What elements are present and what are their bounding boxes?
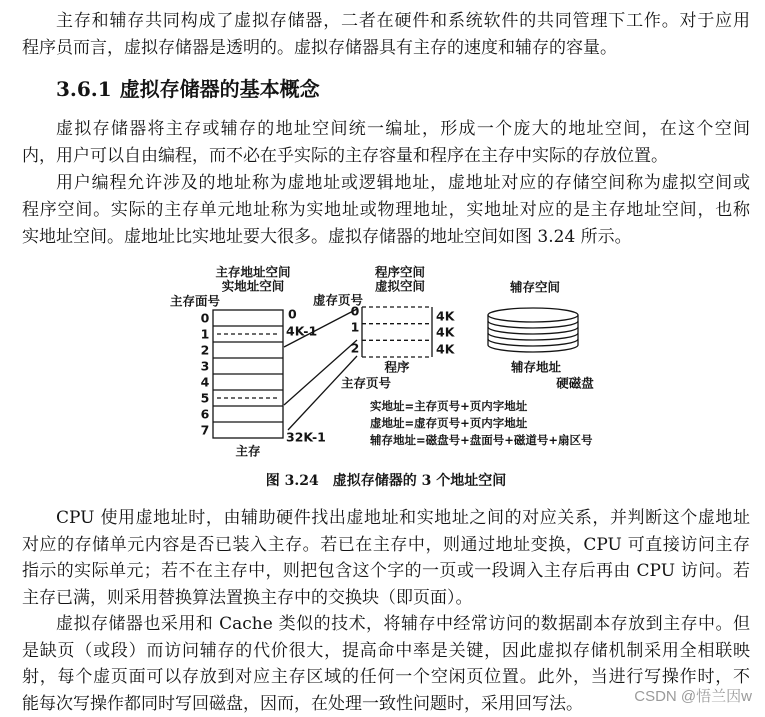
program-space-title: 程序空间	[374, 264, 426, 280]
paragraph-line: 内，用户可以自由编程，而不必在乎实际的主存容量和程序在主存中实际的存放位置。	[22, 146, 668, 166]
auxiliary-address-formula: 辅存地址=磁盘号+盘面号+磁道号+扇区号	[370, 433, 593, 447]
real-address-space-title: 实地址空间	[221, 278, 285, 294]
main-memory-page-number: 7	[200, 422, 210, 438]
main-memory-page-number-label: 主存面号	[169, 293, 221, 309]
paragraph-line: 对应的存储单元内容是否已装入主存。若已在主存中，则通过地址变换，CPU 可直接访问主存	[22, 534, 750, 555]
body-paragraph	[22, 116, 750, 170]
watermark: CSDN @悟兰因w	[634, 688, 752, 705]
paragraph-line: 程序员而言，虚拟存储器是透明的。虚拟存储器具有主存的速度和辅存的容量。	[22, 38, 617, 58]
section-number: 3.6.1	[56, 77, 112, 101]
main-memory-page-number: 1	[200, 326, 210, 342]
real-address-formula: 实地址=主存页号+页内字地址	[370, 399, 528, 413]
main-memory-page-number: 0	[200, 310, 210, 326]
figure-address-spaces	[0, 255, 765, 470]
paragraph-line: 用户编程允许涉及的地址称为虚地址或逻辑地址，虚地址对应的存储空间称为虚拟空间或	[56, 173, 750, 193]
main-memory-diagram	[213, 310, 283, 438]
paragraph-line: 虚拟存储器将主存或辅存的地址空间统一编址，形成一个庞大的地址空间，在这个空间	[56, 119, 750, 139]
hard-disk-label: 硬磁盘	[556, 375, 594, 391]
program-page-number: 0	[350, 303, 360, 319]
main-memory-page-number: 3	[200, 358, 210, 374]
main-memory-address-start: 0	[288, 306, 297, 322]
program-page-number: 2	[350, 340, 360, 356]
figure-caption-title: 虚拟存储器的 3 个地址空间	[332, 473, 507, 489]
section-title: 虚拟存储器的基本概念	[119, 77, 320, 101]
disk-top-platter	[488, 308, 578, 322]
paragraph-line: 实地址空间。虚地址比实地址要大很多。虚拟存储器的地址空间如图 3.24 所示。	[22, 227, 632, 247]
main-memory-label: 主存	[235, 443, 261, 459]
body-paragraph	[22, 170, 750, 251]
paragraph-line: 是缺页（或段）而访问辅存的代价很大，提高命中率是关键，因此虚拟存储机制采用全相联映	[22, 640, 750, 661]
paragraph-line: 主存已满，则采用替换算法置换主存中的交换块（即页面）。	[22, 587, 473, 608]
paragraph-line: 主存和辅存共同构成了虚拟存储器，二者在硬件和系统软件的共同管理下工作。对于应用	[56, 11, 750, 31]
figure-caption	[22, 470, 750, 492]
main-memory-address-end: 32K-1	[286, 429, 326, 445]
main-memory-page-number: 2	[200, 342, 210, 358]
virtual-space-title: 虚拟空间	[374, 278, 426, 294]
intro-paragraph	[22, 8, 750, 62]
main-memory-space-title: 主存地址空间	[215, 264, 291, 280]
body-paragraph	[22, 505, 750, 611]
paragraph-line: 射，每个虚页面可以存放到对应主存区域的任何一个空闲页位置。此外，当进行写操作时，不	[22, 667, 750, 687]
main-page-number-label: 主存页号	[340, 375, 392, 391]
figure-labels	[170, 265, 594, 459]
program-page-size: 4K	[436, 341, 455, 357]
paragraph-line: 程序空间。实际的主存单元地址称为实地址或物理地址，实地址对应的是主存地址空间，也称	[22, 200, 750, 220]
auxiliary-storage-address-label: 辅存地址	[510, 359, 562, 375]
figure-caption-label: 图 3.24	[265, 473, 319, 489]
main-memory-page-number: 5	[200, 390, 210, 406]
program-page-size: 4K	[436, 308, 455, 324]
paragraph-line: 能每次写操作都同时写回磁盘，因而，在处理一致性问题时，采用回写法。	[22, 693, 583, 714]
hard-disk-diagram	[488, 308, 578, 352]
auxiliary-storage-space-title: 辅存空间	[509, 279, 561, 295]
paragraph-line: 虚拟存储器也采用和 Cache 类似的技术，将辅存中经常访问的数据副本存放到主存中。但	[56, 614, 750, 634]
virtual-address-formula: 虚地址=虚存页号+页内字地址	[370, 416, 528, 430]
program-diagram	[362, 307, 432, 357]
program-label: 程序	[384, 359, 410, 375]
section-heading	[56, 76, 320, 102]
main-memory-page-number: 6	[200, 406, 210, 422]
main-memory-first-page-end-address: 4K-1	[286, 323, 318, 339]
main-memory-page-number: 4	[200, 374, 210, 390]
paragraph-line: CPU 使用虚地址时，由辅助硬件找出虚地址和实地址之间的对应关系，并判断这个虚地址	[56, 508, 750, 528]
paragraph-line: 指示的实际单元；若不在主存中，则把包含这个字的一页或一段调入主存后再由 CPU 访问。若	[22, 561, 750, 581]
program-page-number: 1	[350, 319, 360, 335]
virtual-page-number-label: 虚存页号	[312, 292, 364, 308]
program-page-size: 4K	[436, 324, 455, 340]
